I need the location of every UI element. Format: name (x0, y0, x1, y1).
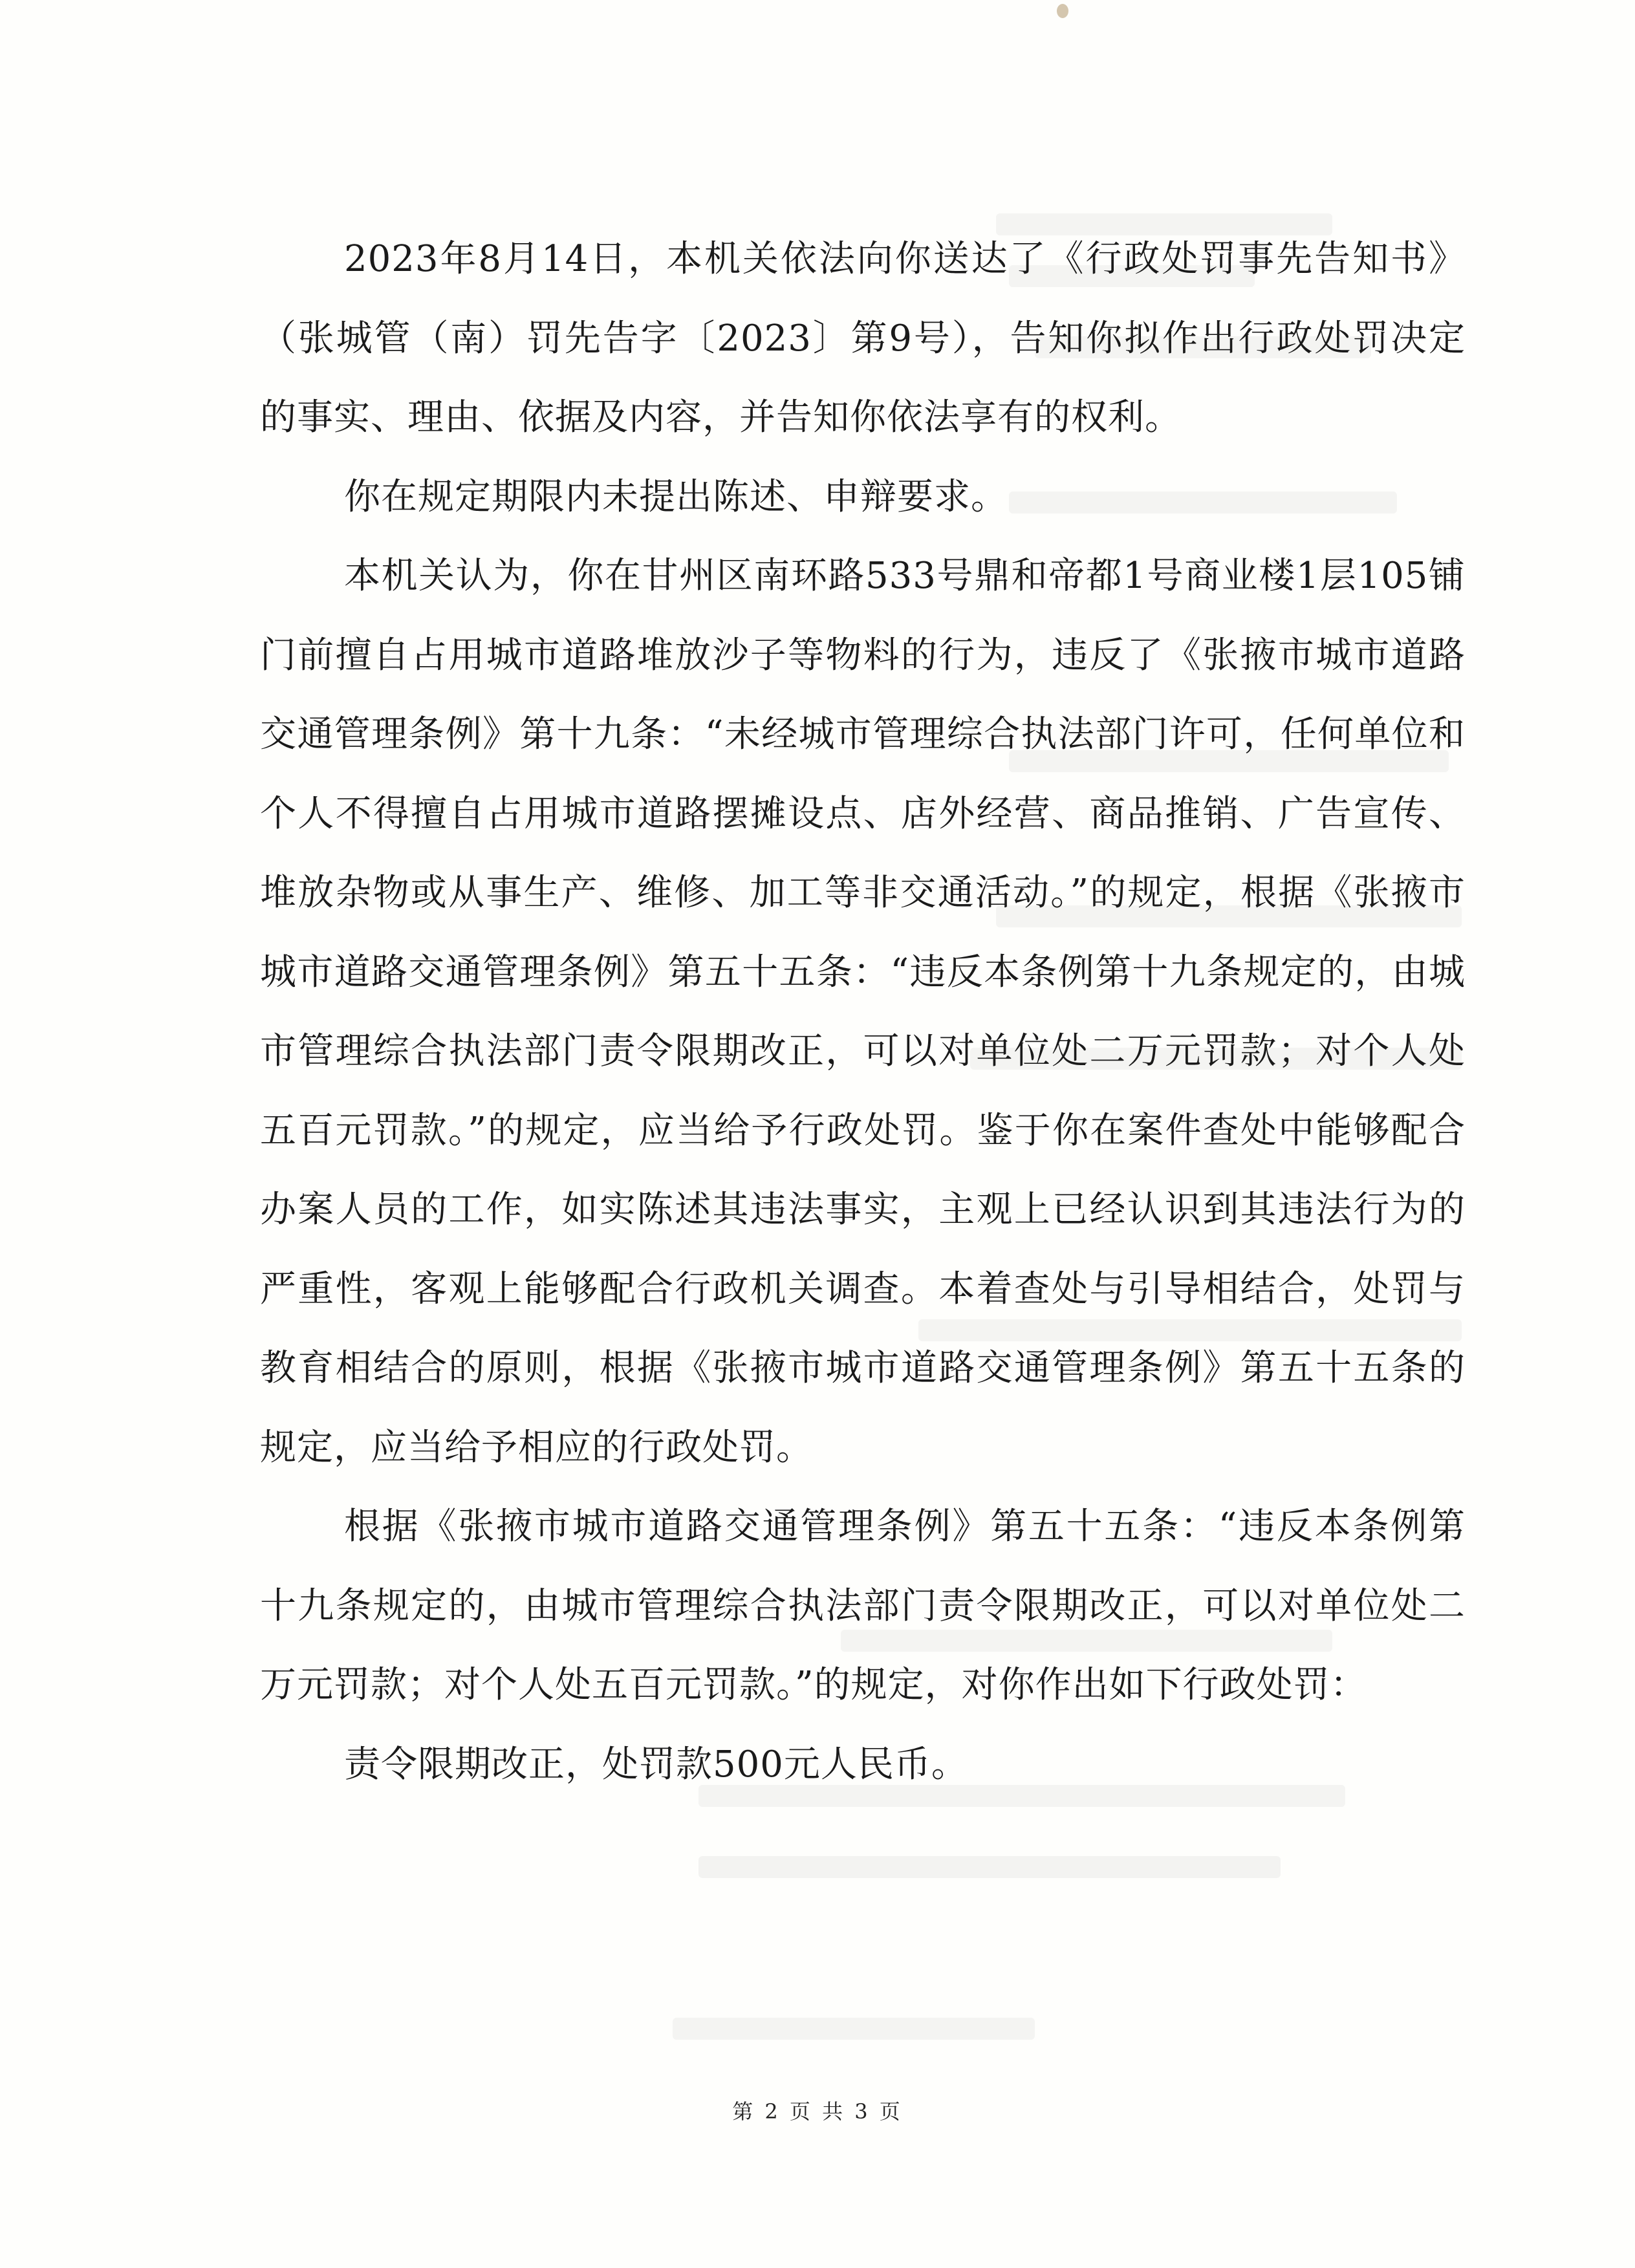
paragraph-no-statement: 你在规定期限内未提出陈述、申辩要求。 (344, 475, 1008, 518)
paragraph-legal-basis: 根据《张掖市城市道路交通管理条例》第五十五条：“违反本条例第十九条规定的，由城市管理综合执法部门责令限期改正，可以对单位处二万元罚款；对个人处五百元罚款。”的规定，对你作出如下行政处罚： (260, 1506, 1466, 1706)
decision-body-text (260, 220, 1466, 1804)
paragraph-findings: 本机关认为，你在甘州区南环路533号鼎和帝都1号商业楼1层105铺门前擅自占用城市道路堆放沙子等物料的行为，违反了《张掖市城市道路交通管理条例》第十九条：“未经城市管理综合执法部门许可，任何单位和个人不得擅自占用城市道路摆摊设点、店外经营、商品推销、广告宣传、堆放杂物或从事生产、维修、加工等非交通活动。”的规定，根据《张掖市城市道路交通管理条例》第五十五条：“违反本条例第十九条规定的，由城市管理综合执法部门责令限期改正，可以对单位处二万元罚款；对个人处五百元罚款。”的规定，应当给予行政处罚。鉴于你在案件查处中能够配合办案人员的工作，如实陈述其违法事实，主观上已经认识到其违法行为的严重性，客观上能够配合行政机关调查。本着查处与引导相结合，处罚与教育相结合的原则，根据《张掖市城市道路交通管理条例》第五十五条的规定，应当给予相应的行政处罚。 (260, 555, 1466, 1469)
page-footer: 第 2 页 共 3 页 (732, 2099, 903, 2124)
paper-speck (1057, 4, 1068, 18)
paragraph-penalty: 责令限期改正，处罚款500元人民币。 (344, 1743, 968, 1786)
paragraph-notice-delivery: 2023年8月14日，本机关依法向你送达了《行政处罚事先告知书》（张城管（南）罚先告字〔2023〕第9号），告知你拟作出行政处罚决定的事实、理由、依据及内容，并告知你依法享有的权利。 (260, 238, 1466, 438)
